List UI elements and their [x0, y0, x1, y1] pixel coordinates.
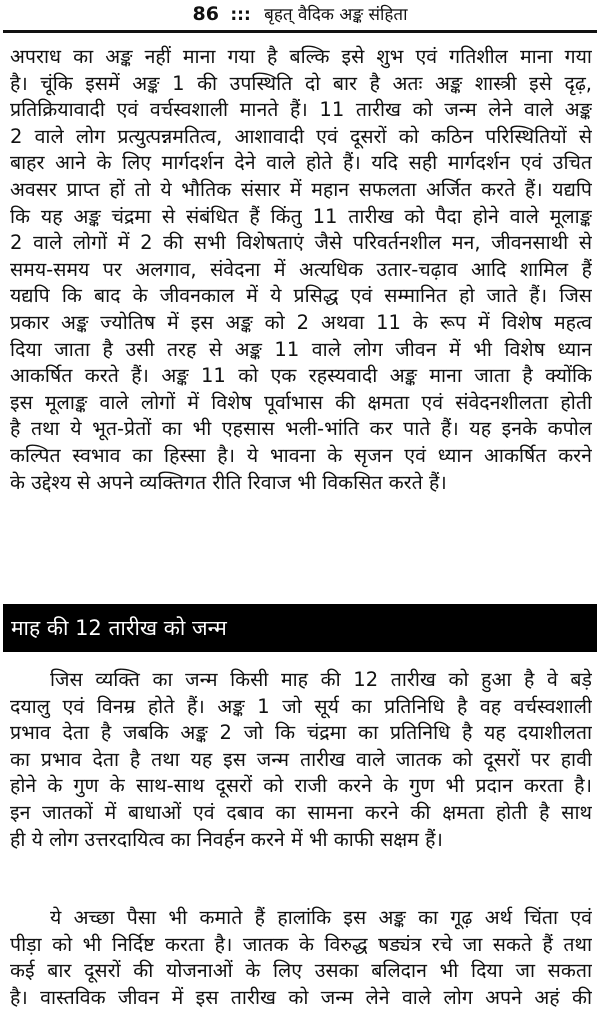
text-line: ये अच्छा पैसा भी कमाते हैं हालांकि इस अङ्क का गूढ़ अर्थ चिंता एवं [50, 906, 592, 929]
section-heading: माह की 12 तारीख को जन्म [3, 604, 597, 652]
text-line: आकर्षित करते हैं। अङ्क 11 को एक रहस्यवादी अङ्क माना जाता है क्योंकि [10, 364, 592, 388]
text-line: होने के गुण के साथ-साथ दूसरों को राजी करने के गुण भी प्रदान करता है। [10, 774, 592, 798]
text-line: 2 वाले लोग प्रत्युत्पन्नमतित्व, आशावादी एवं दूसरों को कठिन परिस्थितियों से [10, 124, 592, 148]
text-line: कई बार दूसरों की योजनाओं के लिए उसका बलिदान भी दिया जा सकता [10, 959, 592, 983]
paragraph-birth-12 [10, 667, 592, 853]
text-line: है। चूंकि इसमें अङ्क 1 की उपस्थिति दो बार है अतः अङ्क शास्त्री इसे दृढ़, [10, 71, 592, 95]
text-line: पीड़ा को भी निर्दिष्ट करता है। जातक के विरुद्ध षड्यंत्र रचे जा सकते हैं तथा [10, 932, 592, 956]
text-line: प्रकार अङ्क ज्योतिष में इस अङ्क को 2 अथवा 11 के रूप में विशेष महत्व [10, 310, 592, 334]
running-header [0, 0, 600, 28]
text-line: अवसर प्राप्त हों तो ये भौतिक संसार में महान सफलता अर्जित करते हैं। यद्यपि [10, 177, 592, 201]
text-line: कल्पित स्वभाव का हिस्सा है। ये भावना के सृजन एवं ध्यान आकर्षित करने [10, 443, 592, 467]
text-line: का प्रभाव देता है तथा यह इस जन्म तारीख वाले जातक को दूसरों पर हावी [10, 747, 592, 771]
book-title: बृहत् वैदिक अङ्क संहिता [264, 5, 408, 25]
text-line: कि यह अङ्क चंद्रमा से संबंधित हैं किंतु 11 तारीख को पैदा होने वाले मूलाङ्क [10, 204, 592, 228]
text-line: दिया जाता है उसी तरह से अङ्क 11 वाले लोग जीवन में भी विशेष ध्यान [10, 337, 592, 361]
text-line: ही ये लोग उत्तरदायित्व का निवर्हन करने में भी काफी सक्षम हैं। [10, 827, 443, 851]
paragraph-continuation [10, 44, 592, 496]
text-line: यद्यपि कि बाद के जीवनकाल में ये प्रसिद्ध एवं सम्मानित हो जाते हैं। जिस [10, 284, 592, 308]
text-line: बाहर आने के लिए मार्गदर्शन देने वाले होते हैं। यदि सही मार्गदर्शन एवं उचित [10, 151, 592, 175]
text-line: इस मूलाङ्क वाले लोगों में विशेष पूर्वाभास की क्षमता एवं संवेदनशीलता होती [10, 390, 592, 414]
paragraph-earnings [10, 905, 592, 1011]
text-line: है तथा ये भूत-प्रेतों का भी एहसास भली-भांति कर पाते हैं। यह इनके कपोल [10, 417, 592, 441]
text-line: 2 वाले लोगों में 2 की सभी विशेषताएं जैसे परिवर्तनशील मन, जीवनसाथी से [10, 231, 592, 255]
text-line: है। वास्तविक जीवन में इस तारीख को जन्म लेने वाले लोग अपने अहं की [10, 985, 592, 1009]
text-line: प्रतिक्रियावादी एवं वर्चस्वशाली मानते हैं। 11 तारीख को जन्म लेने वाले अङ्क [10, 98, 592, 122]
text-line: अपराध का अङ्क नहीं माना गया है बल्कि इसे शुभ एवं गतिशील माना गया [10, 45, 592, 68]
header-separator: ::: [230, 5, 251, 25]
text-line: के उद्देश्य से अपने व्यक्तिगत रीति रिवाज भी विकसित करते हैं। [10, 470, 447, 494]
text-line: प्रभाव देता है जबकि अङ्क 2 जो कि चंद्रमा का प्रतिनिधि है यह दयाशीलता [10, 721, 592, 745]
text-line: दयालु एवं विनम्र होते हैं। अङ्क 1 जो सूर्य का प्रतिनिधि है वह वर्चस्वशाली [10, 694, 592, 718]
text-line: समय-समय पर अलगाव, संवेदना में अत्यधिक उतार-चढ़ाव आदि शामिल हैं [10, 257, 592, 281]
header-rule [3, 30, 597, 33]
page-number: 86 [192, 3, 219, 25]
text-line: इन जातकों में बाधाओं एवं दबाव का सामना करने की क्षमता होती है साथ [10, 800, 592, 824]
text-line: जिस व्यक्ति का जन्म किसी माह की 12 तारीख को हुआ है वे बड़े [50, 668, 592, 691]
